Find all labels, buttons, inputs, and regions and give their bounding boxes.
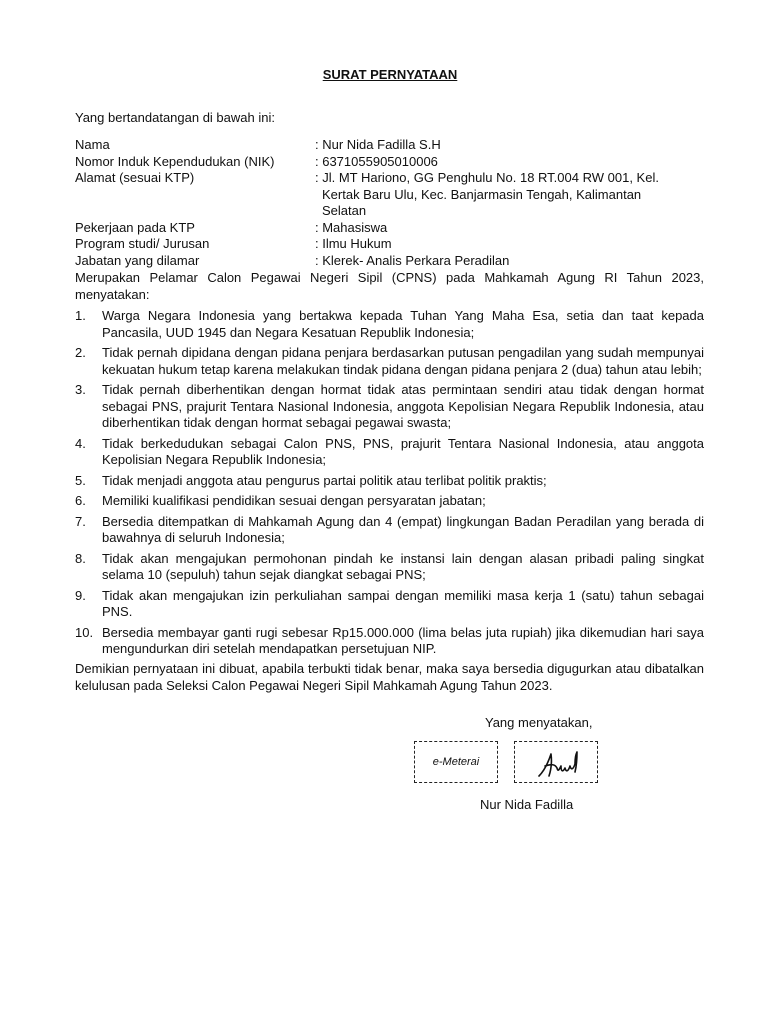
signature-caption: Yang menyatakan, — [485, 715, 593, 730]
item-number: 9. — [75, 587, 86, 603]
address-line-1: : Jl. MT Hariono, GG Penghulu No. 18 RT.004 RW 001, Kel. — [315, 170, 659, 185]
handwritten-signature-icon — [515, 742, 599, 784]
field-row-pekerjaan — [75, 220, 715, 237]
identity-fields — [75, 137, 715, 269]
field-label: Jabatan yang dilamar — [75, 252, 200, 268]
item-number: 6. — [75, 493, 86, 508]
list-item — [75, 493, 704, 510]
list-item — [75, 382, 704, 432]
signature-box — [514, 741, 598, 783]
field-label: Pekerjaan pada KTP — [75, 219, 195, 235]
item-number: 2. — [75, 345, 86, 360]
closing-paragraph: Demikian pernyataan ini dibuat, apabila terbukti tidak benar, maka saya bersedia digugurkan atau dibatalkan kelulusan pada Seleksi Calon Pegawai Negeri Sipil Mahkamah Agung Tahun 2023. — [75, 661, 704, 693]
item-text: Tidak pernah dipidana dengan pidana penjara berdasarkan putusan pengadilan yang sudah mempunyai kekuatan hukum tetap karena melakukan tindak pidana dengan pidana penjara 2 (dua) tahun atau lebih; — [102, 345, 704, 377]
field-value: : Nur Nida Fadilla S.H — [315, 137, 441, 152]
field-value: : Klerek- Analis Perkara Peradilan — [315, 252, 510, 268]
field-row-jabatan — [75, 253, 715, 270]
address-line-3: Selatan — [322, 203, 367, 218]
field-value-multiline — [315, 170, 685, 220]
declaration-list — [75, 308, 704, 662]
list-item — [75, 436, 704, 469]
field-label: Nama — [75, 137, 110, 152]
list-item — [75, 551, 704, 584]
item-text: Tidak pernah diberhentikan dengan hormat tidak atas permintaan sendiri atau tidak dengan hormat sebagai PNS, prajurit Tentara Nasional Indonesia, anggota Kepolisian Negara Republik Indonesia, atau diberhentikan tidak dengan hormat sebagai pegawai swasta; — [102, 382, 704, 430]
item-number: 7. — [75, 513, 86, 529]
field-label: Program studi/ Jurusan — [75, 236, 210, 251]
e-meterai-label: e-Meterai — [432, 755, 480, 768]
field-row-program-studi — [75, 236, 715, 253]
field-label: Nomor Induk Kependudukan (NIK) — [75, 153, 275, 169]
item-number: 3. — [75, 382, 86, 397]
item-number: 4. — [75, 435, 86, 451]
list-item — [75, 588, 704, 621]
document-title: SURAT PERNYATAAN — [322, 67, 458, 82]
item-text: Tidak berkedudukan sebagai Calon PNS, PNS, prajurit Tentara Nasional Indonesia, atau anggota Kepolisian Negara Republik Indonesia; — [102, 435, 704, 467]
opening-sentence: Yang bertandatangan di bawah ini: — [75, 110, 275, 125]
item-number: 5. — [75, 472, 86, 488]
item-text: Bersedia ditempatkan di Mahkamah Agung dan 4 (empat) lingkungan Badan Peradilan yang berada di bawahnya di seluruh Indonesia; — [102, 513, 704, 545]
item-number: 1. — [75, 308, 86, 323]
item-text: Bersedia membayar ganti rugi sebesar Rp15.000.000 (lima belas juta rupiah) jika dikemudian hari saya mengundurkan diri setelah mendapatkan persetujuan NIP. — [102, 624, 704, 656]
statement-paragraph: Merupakan Pelamar Calon Pegawai Negeri Sipil (CPNS) pada Mahkamah Agung RI Tahun 2023, menyatakan: — [75, 270, 704, 302]
signatory-name: Nur Nida Fadilla — [480, 797, 574, 812]
field-row-alamat — [75, 170, 715, 220]
field-value: : Ilmu Hukum — [315, 236, 392, 251]
field-value: : Mahasiswa — [315, 219, 388, 235]
list-item — [75, 345, 704, 378]
address-line-2: Kertak Baru Ulu, Kec. Banjarmasin Tengah, Kalimantan — [322, 186, 642, 202]
list-item — [75, 308, 704, 341]
field-label: Alamat (sesuai KTP) — [75, 170, 195, 185]
e-meterai-stamp — [414, 741, 498, 783]
field-value: : 6371055905010006 — [315, 153, 438, 169]
item-number: 10. — [75, 624, 94, 640]
item-text: Memiliki kualifikasi pendidikan sesuai dengan persyaratan jabatan; — [102, 493, 486, 508]
list-item — [75, 514, 704, 547]
field-row-nama — [75, 137, 715, 154]
item-text: Tidak menjadi anggota atau pengurus partai politik atau terlibat politik praktis; — [102, 472, 547, 488]
item-text: Warga Negara Indonesia yang bertakwa kepada Tuhan Yang Maha Esa, setia dan taat kepada Pancasila, UUD 1945 dan Negara Kesatuan Republik Indonesia; — [102, 308, 704, 340]
item-text: Tidak akan mengajukan permohonan pindah ke instansi lain dengan alasan pribadi paling singkat selama 10 (sepuluh) tahun sejak diangkat sebagai PNS; — [102, 550, 704, 582]
list-item — [75, 473, 704, 490]
item-number: 8. — [75, 550, 86, 566]
item-text: Tidak akan mengajukan izin perkuliahan sampai dengan memiliki masa kerja 1 (satu) tahun sebagai PNS. — [102, 587, 704, 619]
field-row-nik — [75, 154, 715, 171]
list-item — [75, 625, 704, 658]
